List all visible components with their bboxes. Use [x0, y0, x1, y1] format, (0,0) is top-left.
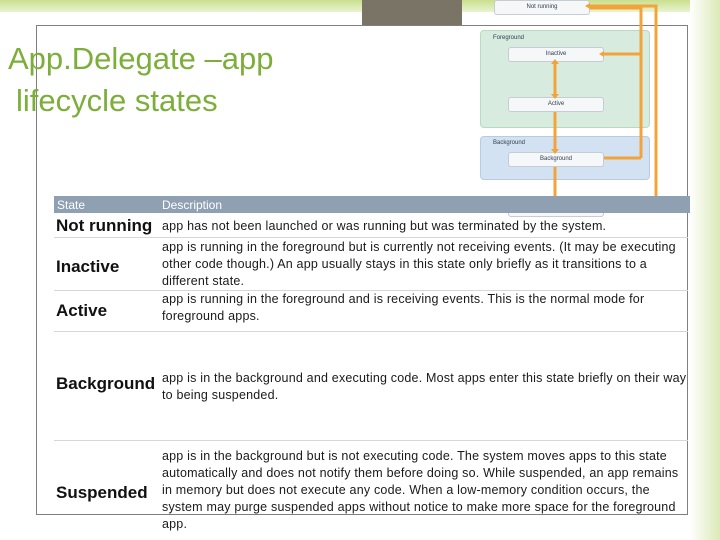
header-description: Description — [162, 198, 223, 212]
row-state: Suspended — [56, 483, 148, 502]
table-header — [54, 196, 690, 213]
lifecycle-diagram — [476, 0, 672, 218]
diagram-arrows — [476, 0, 672, 218]
diagram-active: Active — [508, 97, 604, 112]
row-description: app is running in the foreground but is currently not receiving events. (It may be executing other code though.) An app usually stays in this state only briefly as it transitions to a different state. — [162, 240, 676, 288]
slide-title-line-2: lifecycle states — [16, 83, 218, 118]
diagram-foreground-label: Foreground — [493, 35, 525, 41]
diagram-background-label: Background — [493, 140, 526, 146]
row-state: Not running — [56, 216, 153, 235]
table-row — [54, 291, 688, 331]
diagram-background: Background — [508, 152, 604, 167]
decorative-right-bar — [690, 0, 720, 540]
diagram-inactive: Inactive — [508, 47, 604, 62]
slide-title — [8, 38, 348, 122]
slide-title-line-1: App.Delegate –app — [8, 41, 274, 76]
row-description: app is running in the foreground and is receiving events. This is the normal mode for foreground apps. — [162, 292, 645, 323]
row-description: app is in the background and executing code. Most apps enter this state briefly on their way to being suspended. — [162, 371, 687, 402]
table-row — [54, 332, 688, 440]
row-state: Background — [56, 374, 156, 393]
row-description: app is in the background but is not executing code. The system moves apps to this state automatically and does not notify them before doing so. While suspended, an app remains in memory but does not execute any code. When a low-memory condition occurs, the system may purge suspended apps without notice to make more space for the foreground app. — [162, 449, 679, 531]
row-description: app has not been launched or was running but was terminated by the system. — [162, 219, 607, 233]
row-state: Inactive — [56, 257, 120, 276]
header-state: State — [57, 198, 86, 212]
diagram-not-running: Not running — [494, 0, 590, 15]
table-row — [54, 441, 688, 536]
table-row — [54, 213, 688, 237]
row-state: Active — [56, 301, 108, 320]
table-row — [54, 238, 688, 290]
